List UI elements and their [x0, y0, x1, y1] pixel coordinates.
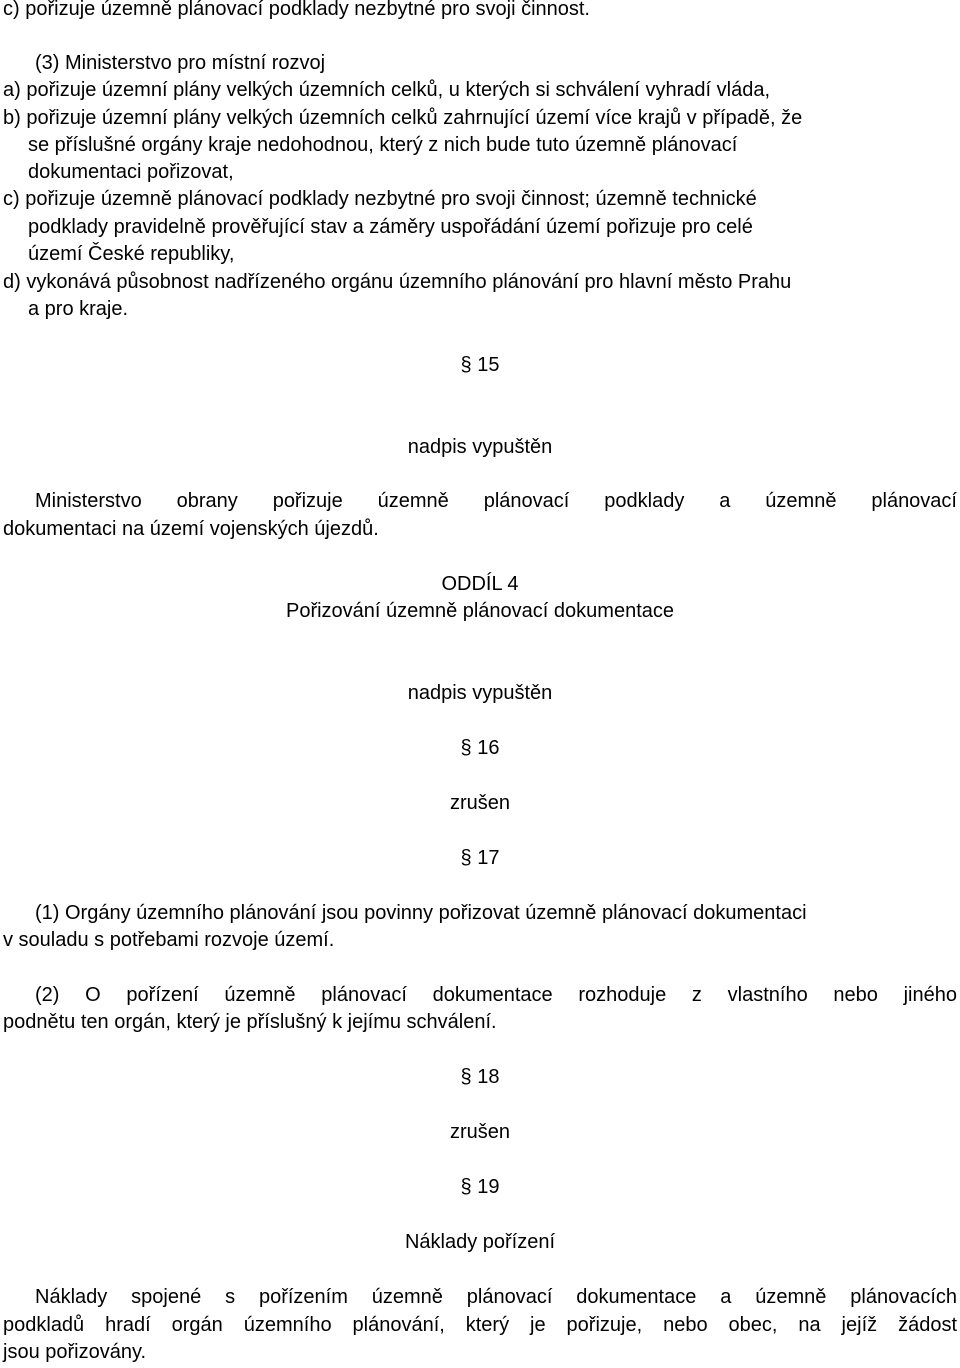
part-4-title: ODDÍL 4 [441, 573, 519, 595]
section-17-p1-line1: (1) Orgány územního plánování jsou povinny pořizovat územně plánovací dokumentaci [35, 902, 807, 924]
para3-item-a: a) pořizuje územní plány velkých územních celků, u kterých si schválení vyhradí vláda, [3, 79, 771, 101]
section-17-number: § 17 [460, 847, 500, 869]
section-15-text-line1 [3, 488, 957, 515]
para3-intro: (3) Ministerstvo pro místní rozvoj [35, 52, 326, 74]
para3-item-b-line3: dokumentaci pořizovat, [28, 161, 234, 183]
section-15-text-line2: dokumentaci na území vojenských újezdů. [3, 518, 379, 540]
section-17-p2-line1-content: (2) O pořízení územně plánovací dokumentace rozhoduje z vlastního nebo jiného [35, 984, 957, 1006]
section-19-text-line2-content: podkladů hradí orgán územního plánování, který je pořizuje, nebo obec, na jejíž žádost [3, 1314, 957, 1336]
section-16-status: zrušen [449, 792, 511, 814]
para3-item-d-line1: d) vykonává působnost nadřízeného orgánu územního plánování pro hlavní město Prahu [3, 271, 792, 293]
section-19-text-line1 [3, 1284, 957, 1311]
section-15-text-line1-content: Ministerstvo obrany pořizuje územně plánovací podklady a územně plánovací [35, 490, 957, 512]
section-17-p1-line2: v souladu s potřebami rozvoje území. [3, 929, 335, 951]
section-19-number: § 19 [460, 1176, 500, 1198]
section-19-text-line2 [3, 1312, 957, 1339]
section-17-p2-line2: podnětu ten orgán, který je příslušný k jejímu schválení. [3, 1011, 497, 1033]
section-16-number: § 16 [460, 737, 500, 759]
part-4-subtitle: Pořizování územně plánovací dokumentace [285, 600, 674, 622]
para3-item-c-line2: podklady pravidelně prověřující stav a záměry uspořádání území pořizuje pro celé [28, 216, 753, 238]
section-15-number: § 15 [460, 354, 500, 376]
para3-item-b-line2: se příslušné orgány kraje nedohodnou, který z nich bude tuto územně plánovací [28, 134, 738, 156]
para3-item-c-line1: c) pořizuje územně plánovací podklady nezbytné pro svoji činnost; územně technické [3, 188, 757, 210]
part-4-heading: nadpis vypuštěn [407, 682, 553, 704]
para3-item-d-line2: a pro kraje. [28, 298, 129, 320]
top-fragment-line: c) pořizuje územně plánovací podklady nezbytné pro svoji činnost. [3, 0, 590, 20]
section-18-status: zrušen [449, 1121, 511, 1143]
para3-item-b-line1: b) pořizuje územní plány velkých územních celků zahrnující území více krajů v případě, že [3, 107, 803, 129]
section-19-text-line3: jsou pořizovány. [3, 1341, 147, 1363]
section-18-number: § 18 [460, 1066, 500, 1088]
para3-item-c-line3: území České republiky, [28, 243, 235, 265]
section-19-heading: Náklady pořízení [404, 1231, 556, 1253]
section-15-heading: nadpis vypuštěn [407, 436, 553, 458]
section-19-text-line1-content: Náklady spojené s pořízením územně plánovací dokumentace a územně plánovacích [35, 1286, 957, 1308]
section-17-p2-line1 [3, 982, 957, 1009]
